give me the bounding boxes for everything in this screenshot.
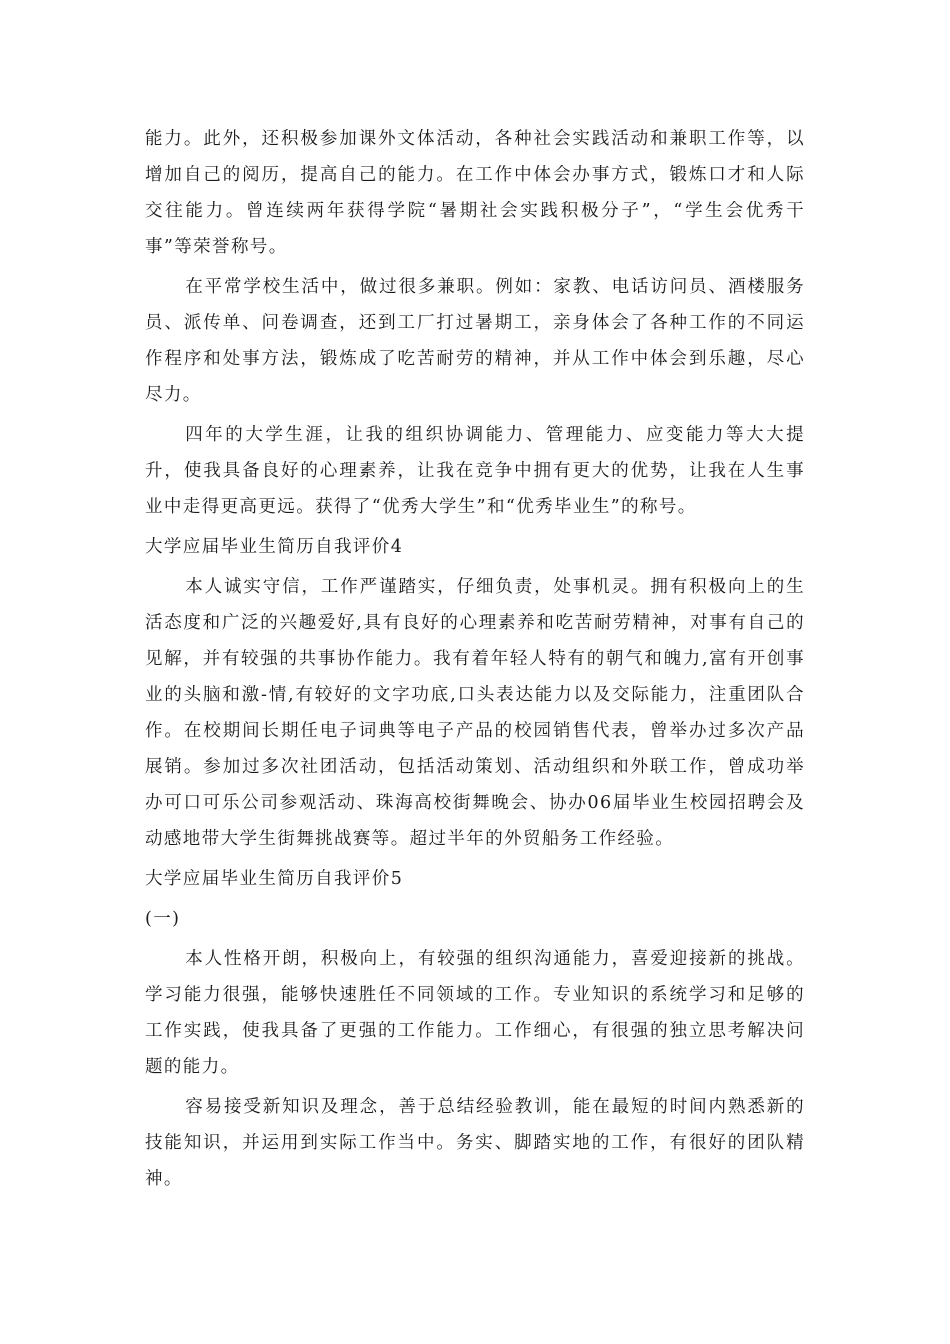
paragraph: 本人性格开朗，积极向上，有较强的组织沟通能力，喜爱迎接新的挑战。学习能力很强，能够快速胜任不同领域的工作。专业知识的系统学习和足够的工作实践，使我具备了更强的工作能力。工作细心，有很强的独立思考解决问题的能力。: [145, 949, 805, 1077]
document-body: [145, 121, 805, 1201]
paragraph: 本人诚实守信，工作严谨踏实，仔细负责，处事机灵。拥有积极向上的生活态度和广泛的兴趣爱好,具有良好的心理素养和吃苦耐劳精神，对事有自己的见解，并有较强的共事协作能力。我有着年轻人特有的朝气和魄力,富有开创事业的头脑和激-情,有较好的文字功底,口头表达能力以及交际能力，注重团队合作。在校期间长期任电子词典等电子产品的校园销售代表，曾举办过多次产品展销。参加过多次社团活动，包括活动策划、活动组织和外联工作，曾成功举办可口可乐公司参观活动、珠海高校街舞晚会、协办06届毕业生校园招聘会及动感地带大学生街舞挑战赛等。超过半年的外贸船务工作经验。: [145, 577, 805, 849]
paragraph: 四年的大学生涯，让我的组织协调能力、管理能力、应变能力等大大提升，使我具备良好的心理素养，让我在竞争中拥有更大的优势，让我在人生事业中走得更高更远。获得了“优秀大学生”和“优秀毕业生”的称号。: [145, 425, 805, 517]
paragraph: 能力。此外，还积极参加课外文体活动，各种社会实践活动和兼职工作等，以增加自己的阅历，提高自己的能力。在工作中体会办事方式，锻炼口才和人际交往能力。曾连续两年获得学院“暑期社会实践积极分子”，“学生会优秀干事”等荣誉称号。: [145, 129, 805, 257]
section-heading: 大学应届毕业生简历自我评价5: [145, 869, 404, 889]
subsection-heading: (一): [145, 909, 181, 929]
paragraph: 在平常学校生活中，做过很多兼职。例如：家教、电话访问员、酒楼服务员、派传单、问卷调查，还到工厂打过暑期工，亲身体会了各种工作的不同运作程序和处事方法，锻炼成了吃苦耐劳的精神，并从工作中体会到乐趣，尽心尽力。: [145, 277, 805, 405]
section-heading: 大学应届毕业生简历自我评价4: [145, 537, 404, 557]
paragraph: 容易接受新知识及理念，善于总结经验教训，能在最短的时间内熟悉新的技能知识，并运用到实际工作当中。务实、脚踏实地的工作，有很好的团队精神。: [145, 1097, 805, 1189]
